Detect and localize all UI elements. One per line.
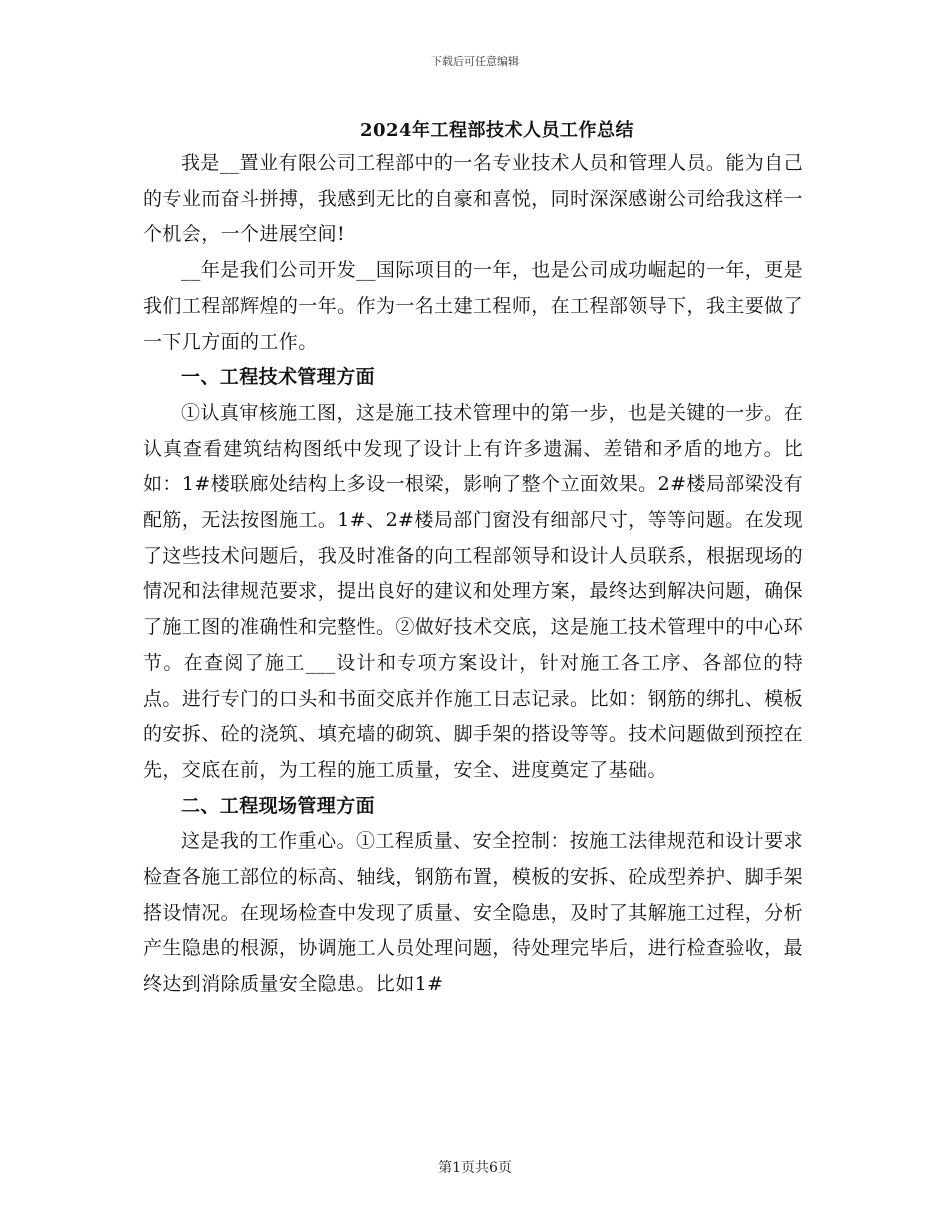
paragraph-intro: 我是__置业有限公司工程部中的一名专业技术人员和管理人员。能为自己的专业而奋斗拼搏，我感到无比的自豪和喜悦，同时深深感谢公司给我这样一个机会，一个进展空间! (143, 152, 803, 246)
section-heading-site-management: 二、工程现场管理方面 (181, 794, 376, 817)
page-footer: 第1页共6页 (438, 1160, 512, 1176)
document-body (143, 146, 803, 1003)
paragraph-site-management: 这是我的工作重心。①工程质量、安全控制：按施工法律规范和设计要求检查各施工部位的标高、轴线，钢筋布置，模板的安拆、砼成型养护、脚手架搭设情况。在现场检查中发现了质量、安全隐患，及时了其解施工过程，分析产生隐患的根源，协调施工人员处理问题，待处理完毕后，进行检查验收，最终达到消除质量安全隐患。比如1# (143, 830, 803, 996)
header-note: 下载后可任意编辑 (431, 55, 519, 68)
paragraph-year-overview: __年是我们公司开发__国际项目的一年，也是公司成功崛起的一年，更是我们工程部辉煌的一年。作为一名土建工程师，在工程部领导下，我主要做了一下几方面的工作。 (143, 259, 803, 353)
section-heading-technical-management: 一、工程技术管理方面 (181, 366, 376, 389)
paragraph-technical-management: ①认真审核施工图，这是施工技术管理中的第一步，也是关键的一步。在认真查看建筑结构图纸中发现了设计上有许多遗漏、差错和矛盾的地方。比如：1#楼联廊处结构上多设一根梁，影响了整个立面效果。2#楼局部梁没有配筋，无法按图施工。1#、2#楼局部门窗没有细部尺寸，等等问题。在发现了这些技术问题后，我及时准备的向工程部领导和设计人员联系，根据现场的情况和法律规范要求，提出良好的建议和处理方案，最终达到解决问题，确保了施工图的准确性和完整性。②做好技术交底，这是施工技术管理中的中心环节。在查阅了施工___设计和专项方案设计，针对施工各工序、各部位的特点。进行专门的口头和书面交底并作施工日志记录。比如：钢筋的绑扎、模板的安拆、砼的浇筑、填充墙的砌筑、脚手架的搭设等等。技术问题做到预控在先，交底在前，为工程的施工质量，安全、进度奠定了基础。 (143, 401, 803, 781)
document-title: 2024年工程部技术人员工作总结 (359, 120, 635, 141)
